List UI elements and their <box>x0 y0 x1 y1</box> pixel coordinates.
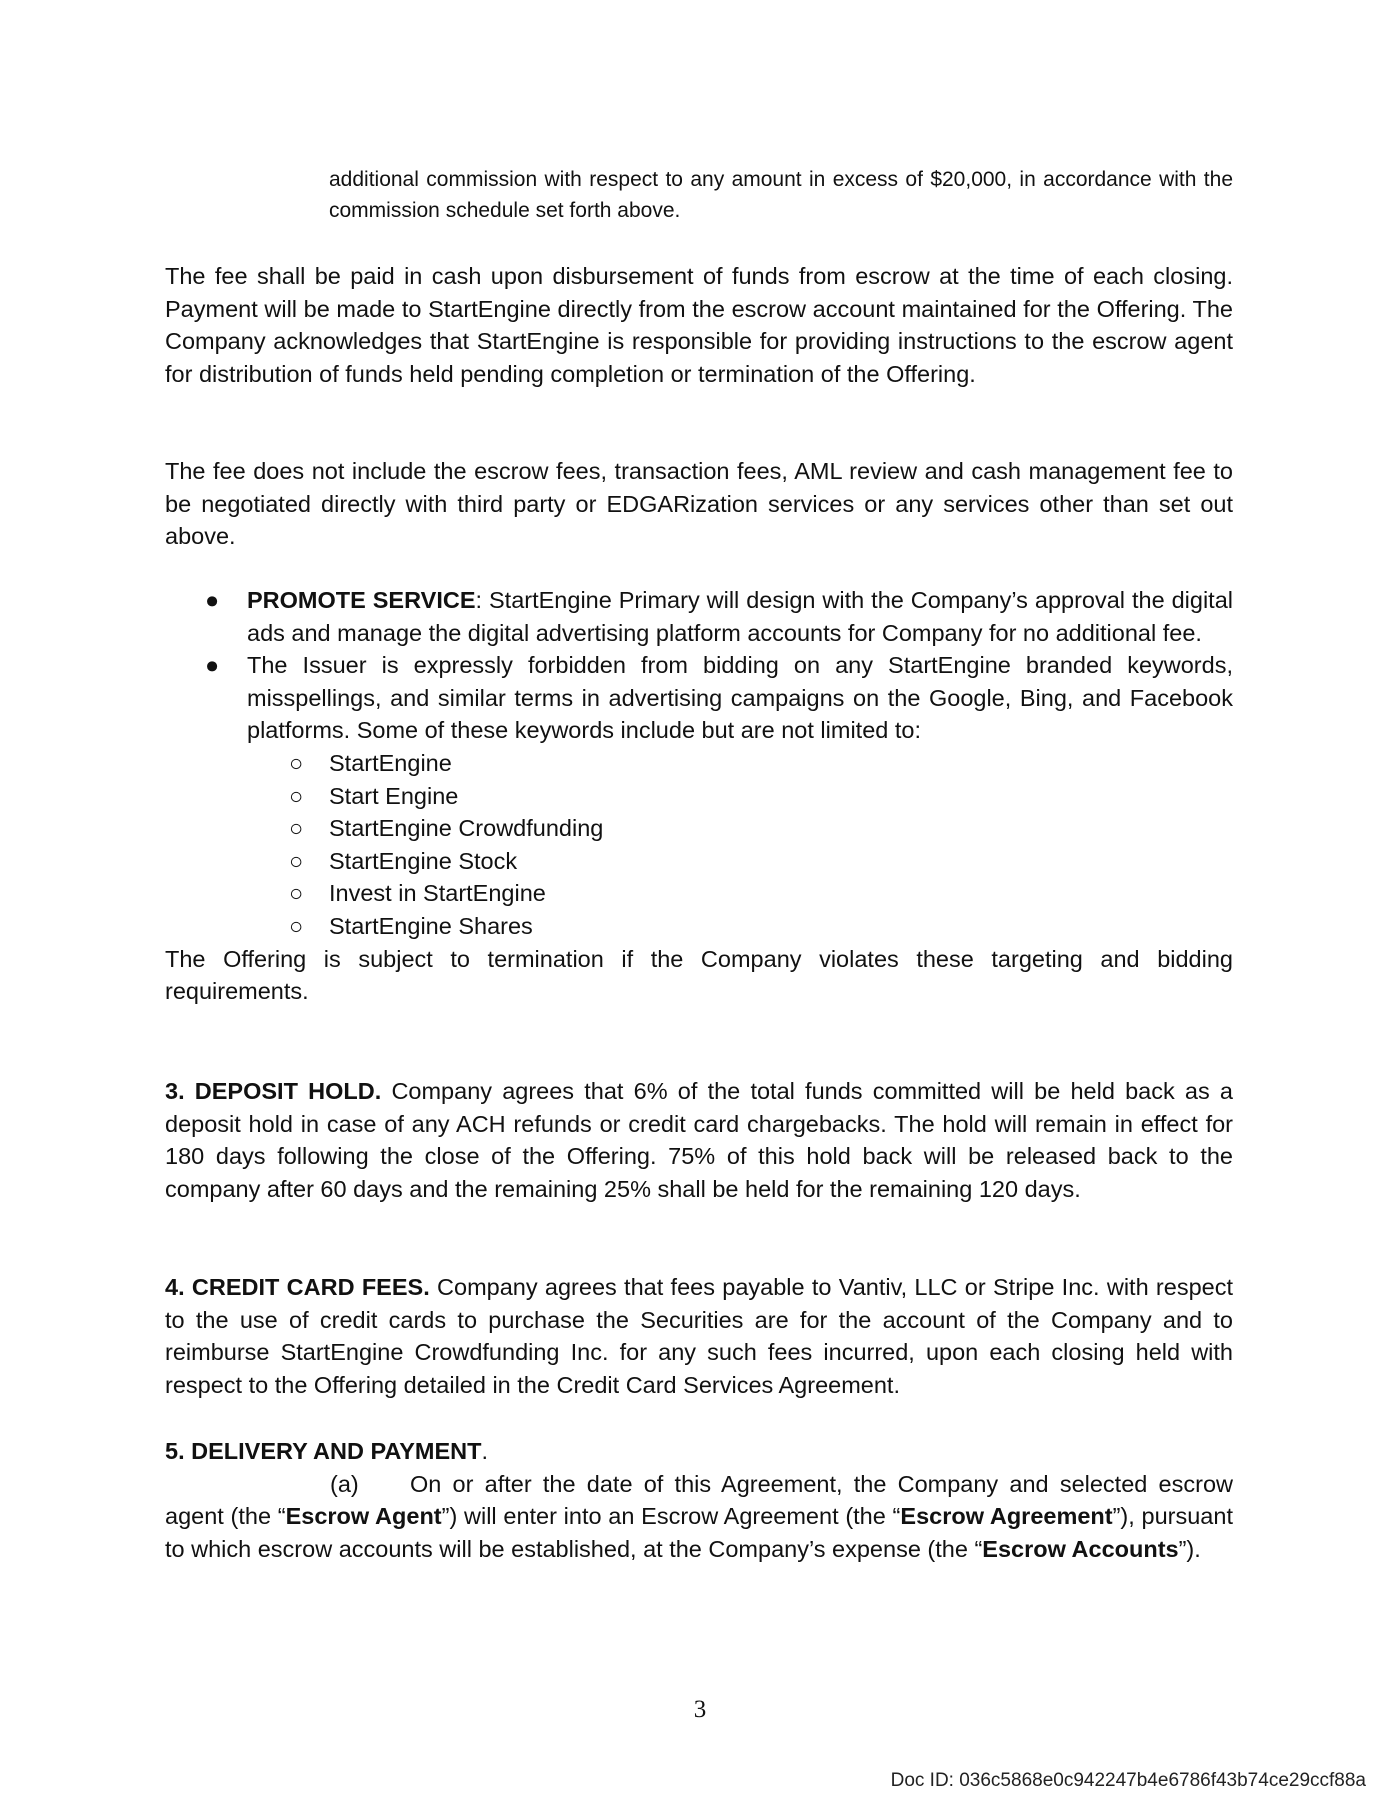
paragraph-fee-cash: The fee shall be paid in cash upon disbursement of funds from escrow at the time of each closing. Payment will be made to StartEngine directly from the escrow account maintained for the Offering. The Company acknowledges that StartEngine is responsible for providing instructions to the escrow agent for distribution of funds held pending completion or termination of the Offering. <box>165 263 1233 387</box>
list-item <box>165 747 1233 780</box>
circle-bullet-icon: ○ <box>289 782 304 809</box>
bullet-list <box>165 584 1233 1008</box>
list-item <box>165 910 1233 943</box>
section-3-body: Company agrees that 6% of the total funds committed will be held back as a deposit hold in case of any ACH refunds or credit card chargebacks. The hold will remain in effect for 180 days following the close of the Offering. 75% of this hold back will be released back to the company after 60 days and the remaining 25% shall be held for the remaining 120 days. <box>165 1078 1233 1202</box>
issuer-forbidden-text: The Issuer is expressly forbidden from bidding on any StartEngine branded keywords, misspellings, and similar terms in advertising campaigns on the Google, Bing, and Facebook platforms. Some of these keywords include but are not limited to: <box>247 652 1233 744</box>
section-5a-paragraph <box>165 1468 1233 1566</box>
defined-term-escrow-agreement: Escrow Agreement <box>900 1503 1113 1530</box>
keyword-text: StartEngine Shares <box>329 912 533 939</box>
defined-term-escrow-agent: Escrow Agent <box>285 1503 442 1530</box>
list-item <box>165 845 1233 878</box>
bullet-promote-service <box>165 584 1233 649</box>
circle-bullet-icon: ○ <box>289 912 304 939</box>
section-deposit-hold <box>165 1075 1233 1205</box>
section-5a-label: (a) <box>330 1470 359 1497</box>
section-delivery-payment <box>165 1435 1233 1565</box>
section-5-heading: 5. DELIVERY AND PAYMENT <box>165 1438 482 1464</box>
list-item <box>165 877 1233 910</box>
promote-service-body: : StartEngine Primary will design with the Company’s approval the digital ads and manage the digital advertising platform accounts for Company for no additional fee. <box>247 587 1233 646</box>
list-item <box>165 812 1233 845</box>
keyword-text: StartEngine <box>329 749 452 776</box>
commission-fragment: additional commission with respect to any amount in excess of $20,000, in accordance with the commission schedule set forth above. <box>329 168 1233 222</box>
paragraph-fee-excludes: The fee does not include the escrow fees, transaction fees, AML review and cash management fee to be negotiated directly with third party or EDGARization services or any services other than set out above. <box>165 458 1233 550</box>
defined-term-escrow-accounts: Escrow Accounts <box>982 1535 1179 1562</box>
section-5-heading-period: . <box>481 1438 488 1464</box>
circle-bullet-icon: ○ <box>289 880 304 907</box>
keyword-text: StartEngine Stock <box>329 847 518 874</box>
section-5a-text: On or after the date of this Agreement, the Company and selected escrow agent (the “ <box>165 1470 1233 1530</box>
promote-service-title: PROMOTE SERVICE <box>247 587 476 613</box>
section-3-heading: 3. DEPOSIT HOLD. <box>165 1078 382 1104</box>
list-item <box>165 780 1233 813</box>
paragraph-termination: The Offering is subject to termination if the Company violates these targeting and bidding requirements. <box>165 945 1233 1005</box>
section-5-heading-line <box>165 1435 1233 1468</box>
circle-bullet-icon: ○ <box>289 847 304 874</box>
keyword-list <box>165 747 1233 943</box>
page-number: 3 <box>693 1696 707 1723</box>
doc-id: Doc ID: 036c5868e0c942247b4e6786f43b74ce29ccf88a <box>890 1770 1366 1791</box>
keyword-text: Invest in StartEngine <box>329 880 546 907</box>
section-credit-card-fees <box>165 1271 1233 1401</box>
bullet-issuer-forbidden <box>165 649 1233 747</box>
bullet-icon: ● <box>205 587 220 613</box>
section-5a-text: ”). <box>1178 1535 1201 1562</box>
keyword-text: Start Engine <box>329 782 459 809</box>
bullet-icon: ● <box>205 652 220 679</box>
section-4-heading: 4. CREDIT CARD FEES. <box>165 1274 430 1300</box>
section-4-body: Company agrees that fees payable to Vantiv, LLC or Stripe Inc. with respect to the use of credit cards to purchase the Securities are for the account of the Company and to reimburse StartEngine Crowdfunding Inc. for any such fees incurred, upon each closing held with respect to the Offering detailed in the Credit Card Services Agreement. <box>165 1274 1233 1398</box>
section-5a-text: ”), pursuant to which escrow accounts will be established, at the Company’s expense (the “ <box>165 1503 1233 1562</box>
keyword-text: StartEngine Crowdfunding <box>329 815 604 842</box>
circle-bullet-icon: ○ <box>289 815 304 842</box>
circle-bullet-icon: ○ <box>289 749 304 776</box>
section-5a-text: ”) will enter into an Escrow Agreement (the “ <box>441 1503 901 1530</box>
